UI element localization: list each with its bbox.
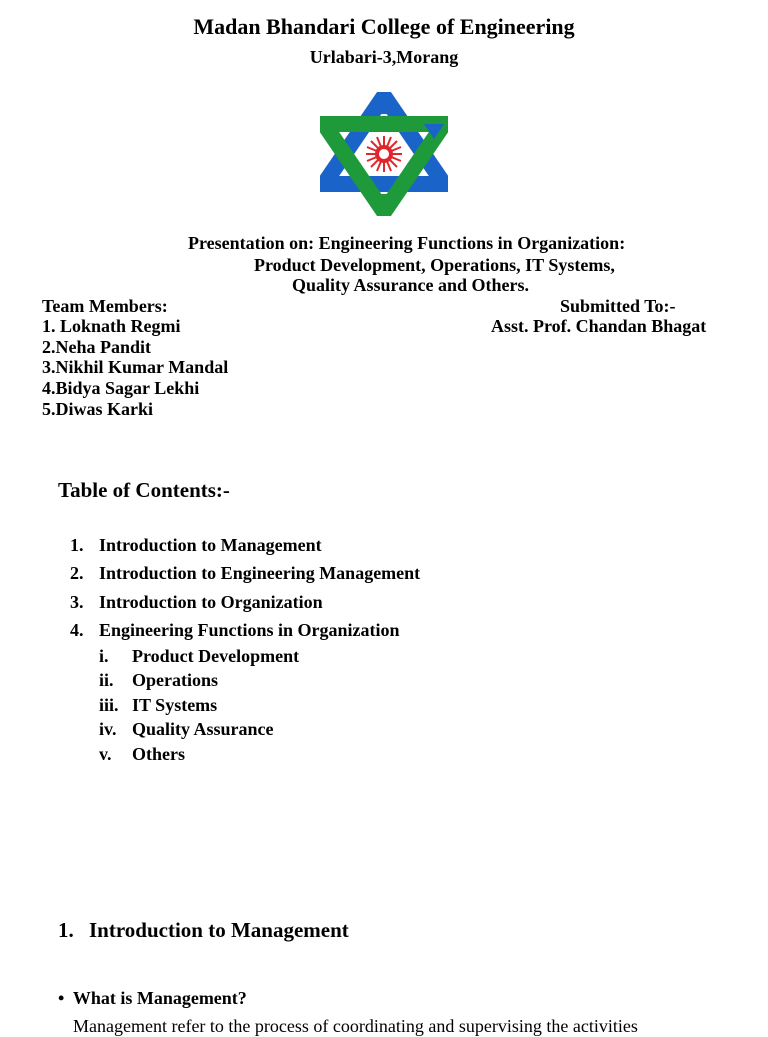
toc-item-label: Engineering Functions in Organization [99,620,400,640]
presentation-title-line-2: Product Development, Operations, IT Systems, [254,255,615,275]
team-member: 2.Neha Pandit [42,337,152,357]
team-members-heading: Team Members: [42,296,168,316]
toc-item-number: 3. [70,592,84,612]
toc-subitem-label: Others [132,744,185,764]
toc-subitem-label: Quality Assurance [132,719,274,739]
toc-subitem-number: ii. [99,670,114,690]
toc-subitem-label: IT Systems [132,695,218,715]
toc-subitem-label: Operations [132,670,219,690]
presentation-title-line-3: Quality Assurance and Others. [292,275,530,295]
college-seal-icon [320,92,448,216]
section-number: 1. [58,918,74,942]
toc-item-label: Introduction to Organization [99,592,323,612]
section-title: Introduction to Management [89,918,349,942]
toc-subitem-number: iii. [99,695,119,715]
toc-subitem-number: iv. [99,719,117,739]
submitted-to-name: Asst. Prof. Chandan Bhagat [491,316,707,336]
college-address: Urlabari-3,Morang [309,47,459,67]
toc-item-label: Introduction to Management [99,535,322,555]
team-member: 4.Bidya Sagar Lekhi [42,378,200,398]
toc-subitem-number: i. [99,646,109,666]
toc-subitem-number: v. [99,744,112,764]
question-text: What is Management? [72,988,247,1008]
section-heading [58,918,349,943]
toc-title: Table of Contents:- [58,478,230,502]
toc-item-number: 1. [70,535,84,555]
toc-item-number: 4. [70,620,84,640]
toc-item-label: Introduction to Engineering Management [99,563,421,583]
team-member: 1. Loknath Regmi [42,316,181,336]
paragraph-partial: Management refer to the process of coordinating and supervising the activities [73,1016,638,1036]
presentation-title-line-1: Presentation on: Engineering Functions in Organization: [188,233,626,253]
submitted-to-heading: Submitted To:- [560,296,676,316]
toc-subitem-label: Product Development [132,646,300,666]
bullet-icon: • [58,988,65,1008]
college-name: Madan Bhandari College of Engineering [193,14,575,39]
bullet-question [58,988,247,1009]
toc-item-number: 2. [70,563,84,583]
team-member: 3.Nikhil Kumar Mandal [42,357,229,377]
team-member: 5.Diwas Karki [42,399,154,419]
